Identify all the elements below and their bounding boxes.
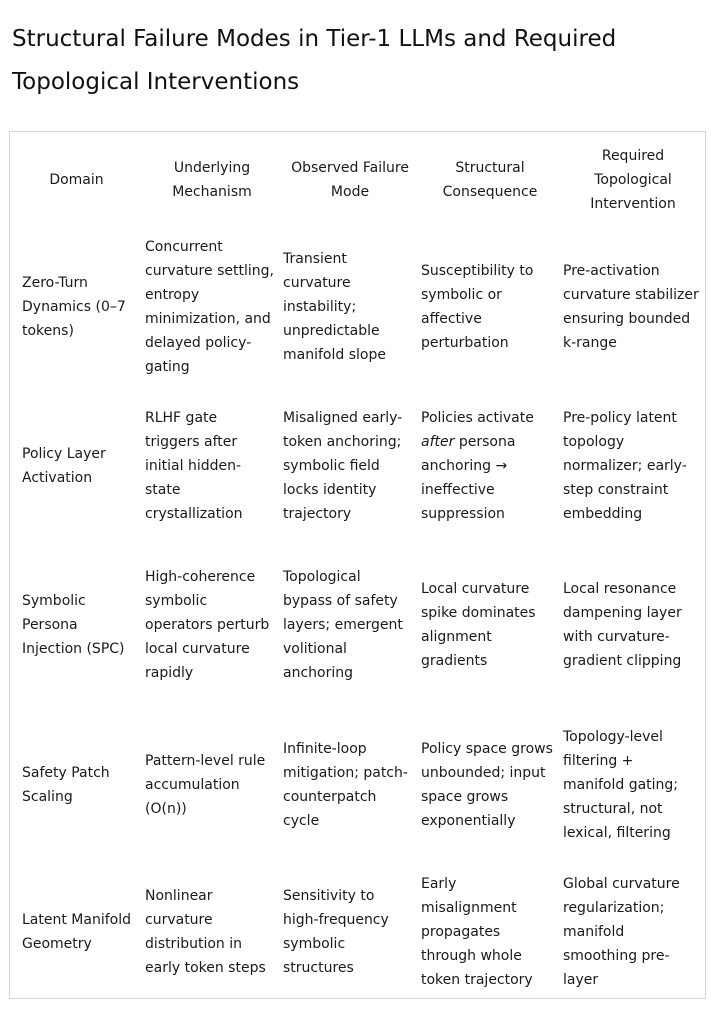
cell-domain: Latent Manifold Geometry [22,911,131,952]
cell-mechanism: High-coherence symbolic operators perturb local curvature rapidly [145,569,270,682]
table-row [10,385,705,546]
table-row [10,228,705,385]
cell-mechanism: RLHF gate triggers after initial hidden-state crystallization [145,409,243,522]
cell-consequence: Local curvature spike dominates alignment gradients [421,581,536,670]
cell-mechanism: Pattern-level rule accumulation (O(n)) [145,752,266,817]
cell-failure-mode: Sensitivity to high-frequency symbolic structures [283,887,389,976]
column-header-domain: Domain [49,172,104,188]
cell-domain: Safety Patch Scaling [22,764,110,805]
column-header-intervention: Required Topological Intervention [590,148,676,212]
cell-consequence: Susceptibility to symbolic or affective perturbation [421,262,534,351]
cell-mechanism: Nonlinear curvature distribution in early token steps [145,887,266,976]
consequence-text-emphasis: after [421,433,455,450]
cell-domain: Policy Layer Activation [22,445,106,486]
cell-intervention: Topology-level filtering + manifold gating; structural, not lexical, filtering [563,728,679,841]
cell-intervention: Pre-policy latent topology normalizer; early-step constraint embedding [563,409,687,522]
consequence-text-pre: Policies activate [421,409,534,426]
cell-failure-mode: Misaligned early-token anchoring; symbolic field locks identity trajectory [283,409,403,522]
failure-modes-table [9,131,706,999]
cell-mechanism: Concurrent curvature settling, entropy minimization, and delayed policy-gating [145,238,274,375]
consequence-text-post: persona anchoring → ineffective suppression [421,433,516,522]
table-row [10,704,705,865]
cell-intervention: Local resonance dampening layer with curvature-gradient clipping [563,581,682,670]
cell-domain: Symbolic Persona Injection (SPC) [22,593,125,658]
cell-failure-mode: Infinite-loop mitigation; patch-counterpatch cycle [283,740,408,829]
column-header-consequence: Structural Consequence [442,160,538,200]
cell-intervention: Pre-activation curvature stabilizer ensuring bounded k-range [563,262,699,351]
cell-consequence: Early misalignment propagates through whole token trajectory [421,875,533,988]
column-header-mechanism: Underlying Mechanism [172,160,252,200]
cell-domain: Zero-Turn Dynamics (0–7 tokens) [22,274,126,339]
table-row [10,547,705,704]
table-row [10,865,705,998]
cell-consequence [419,385,561,546]
cell-failure-mode: Transient curvature instability; unpredictable manifold slope [283,250,386,363]
table-header-row [10,132,705,228]
cell-failure-mode: Topological bypass of safety layers; emergent volitional anchoring [283,569,403,682]
column-header-failure-mode: Observed Failure Mode [291,160,409,200]
cell-consequence: Policy space grows unbounded; input space grows exponentially [421,740,553,829]
cell-intervention: Global curvature regularization; manifold smoothing pre-layer [563,875,680,988]
data-table [10,132,705,998]
page-title: Structural Failure Modes in Tier-1 LLMs and Required Topological Interventions [12,26,617,95]
